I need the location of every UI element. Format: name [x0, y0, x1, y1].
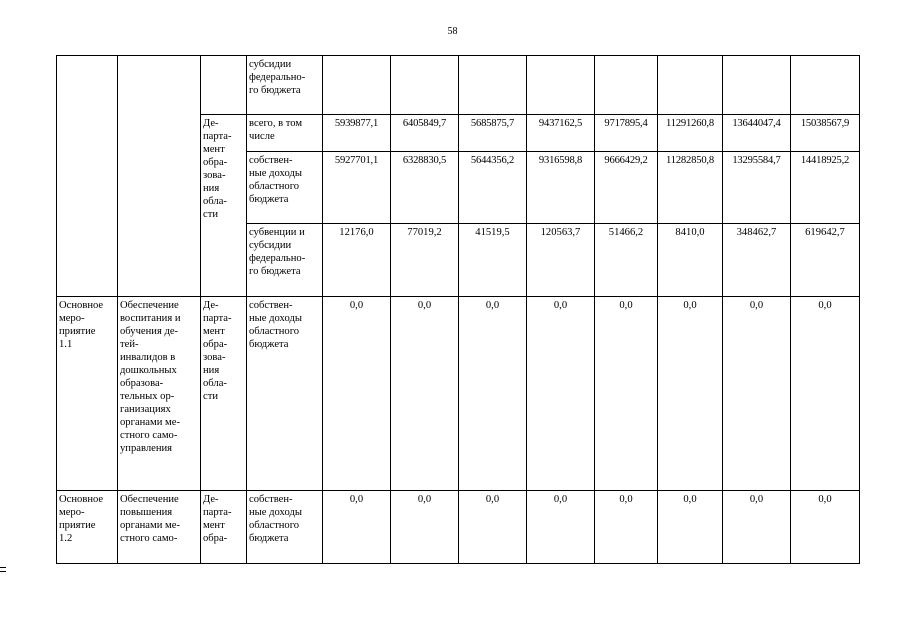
- value-cell: 0,0: [723, 297, 791, 491]
- value-cell: [791, 56, 860, 115]
- value-cell: 120563,7: [527, 224, 595, 297]
- value-cell: 5927701,1: [323, 152, 391, 224]
- executor-cell: Де- парта- мент обра-: [201, 491, 247, 564]
- value-cell: 0,0: [391, 491, 459, 564]
- value-cell: 0,0: [527, 297, 595, 491]
- table-row: [57, 297, 860, 491]
- value-cell: 0,0: [791, 491, 860, 564]
- description-cell: Обеспечение воспитания и обучения де- тей- инвалидов в дошкольных образова- тельных ор- ганизациях органами ме- стного само- управления: [118, 297, 201, 491]
- budget-table: [56, 55, 860, 564]
- value-cell: 11291260,8: [658, 115, 723, 152]
- value-cell: [391, 56, 459, 115]
- activity-cell: Основное меро- приятие 1.1: [57, 297, 118, 491]
- value-cell: [459, 56, 527, 115]
- value-cell: 0,0: [658, 297, 723, 491]
- funding-source-cell: всего, в том числе: [247, 115, 323, 152]
- value-cell: 0,0: [391, 297, 459, 491]
- funding-source-cell: собствен- ные доходы областного бюджета: [247, 297, 323, 491]
- value-cell: 5939877,1: [323, 115, 391, 152]
- value-cell: [658, 56, 723, 115]
- value-cell: [595, 56, 658, 115]
- value-cell: 0,0: [723, 491, 791, 564]
- value-cell: 8410,0: [658, 224, 723, 297]
- value-cell: 41519,5: [459, 224, 527, 297]
- value-cell: 77019,2: [391, 224, 459, 297]
- value-cell: 0,0: [459, 491, 527, 564]
- value-cell: 0,0: [323, 297, 391, 491]
- value-cell: 0,0: [595, 297, 658, 491]
- value-cell: 0,0: [658, 491, 723, 564]
- executor-cell: Де- парта- мент обра- зова- ния обла- сти: [201, 297, 247, 491]
- value-cell: 14418925,2: [791, 152, 860, 224]
- value-cell: 9316598,8: [527, 152, 595, 224]
- activity-cell: Основное меро- приятие 1.2: [57, 491, 118, 564]
- value-cell: 9437162,5: [527, 115, 595, 152]
- margin-mark: [0, 567, 6, 572]
- value-cell: [323, 56, 391, 115]
- value-cell: [527, 56, 595, 115]
- value-cell: 5685875,7: [459, 115, 527, 152]
- activity-cell: [57, 56, 118, 297]
- funding-source-cell: собствен- ные доходы областного бюджета: [247, 152, 323, 224]
- value-cell: 0,0: [595, 491, 658, 564]
- value-cell: 0,0: [791, 297, 860, 491]
- value-cell: 0,0: [527, 491, 595, 564]
- table-row: [57, 56, 860, 115]
- value-cell: 9666429,2: [595, 152, 658, 224]
- funding-source-cell: собствен- ные доходы областного бюджета: [247, 491, 323, 564]
- value-cell: 5644356,2: [459, 152, 527, 224]
- value-cell: 6328830,5: [391, 152, 459, 224]
- executor-cell: Де- парта- мент обра- зова- ния обла- сти: [201, 115, 247, 297]
- value-cell: 13295584,7: [723, 152, 791, 224]
- value-cell: 348462,7: [723, 224, 791, 297]
- funding-source-cell: субсидии федерально- го бюджета: [247, 56, 323, 115]
- value-cell: 13644047,4: [723, 115, 791, 152]
- value-cell: 9717895,4: [595, 115, 658, 152]
- executor-cell: [201, 56, 247, 115]
- funding-source-cell: субвенции и субсидии федерально- го бюджета: [247, 224, 323, 297]
- value-cell: 15038567,9: [791, 115, 860, 152]
- page-number: 58: [447, 26, 458, 37]
- value-cell: 0,0: [323, 491, 391, 564]
- value-cell: [723, 56, 791, 115]
- description-cell: [118, 56, 201, 297]
- value-cell: 0,0: [459, 297, 527, 491]
- value-cell: 619642,7: [791, 224, 860, 297]
- description-cell: Обеспечение повышения органами ме- стного само-: [118, 491, 201, 564]
- value-cell: 51466,2: [595, 224, 658, 297]
- table-row: [57, 491, 860, 564]
- value-cell: 12176,0: [323, 224, 391, 297]
- value-cell: 6405849,7: [391, 115, 459, 152]
- value-cell: 11282850,8: [658, 152, 723, 224]
